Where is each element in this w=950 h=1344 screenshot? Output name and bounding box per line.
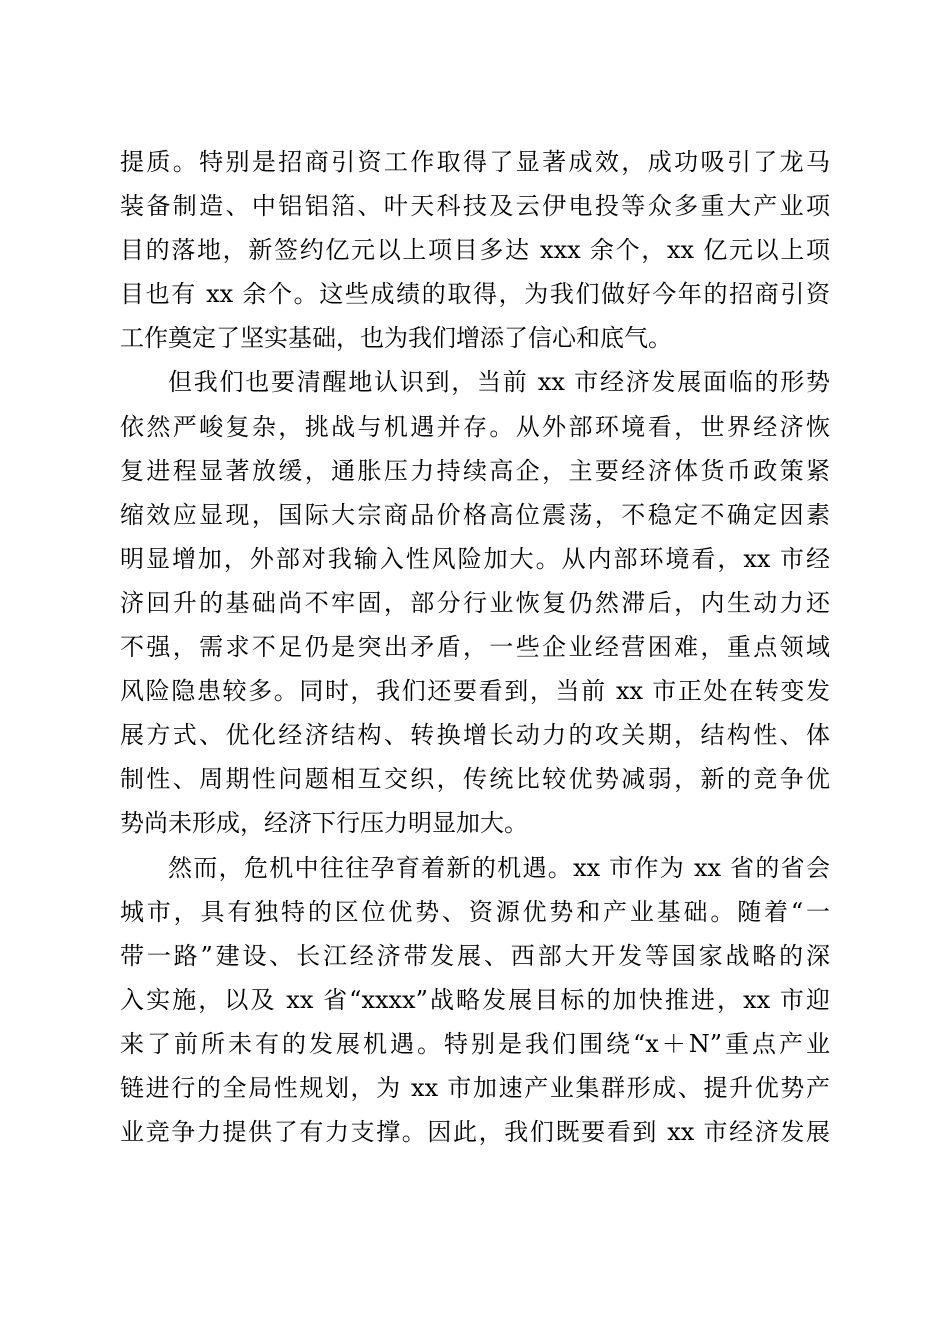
- text-line: 带一路”建设、长江经济带发展、西部大开发等国家战略的深: [120, 941, 830, 970]
- text-line: 缩效应显现，国际大宗商品价格高位震荡，不稳定不确定因素: [120, 500, 830, 529]
- paragraph-3: [120, 846, 830, 1155]
- text-line: 链进行的全局性规划，为 xx 市加速产业集群形成、提升优势产: [120, 1073, 830, 1102]
- paragraph-1: [120, 140, 830, 360]
- text-line: 装备制造、中铝铝箔、叶天科技及云伊电投等众多重大产业项: [120, 192, 830, 221]
- text-line: 业竞争力提供了有力支撑。因此，我们既要看到 xx 市经济发展: [120, 1118, 830, 1147]
- paragraph-2: [120, 360, 830, 845]
- text-line: 提质。特别是招商引资工作取得了显著成效，成功吸引了龙马: [120, 148, 830, 176]
- text-line: 明显增加，外部对我输入性风险加大。从内部环境看，xx 市经: [120, 544, 830, 573]
- text-line: 入实施，以及 xx 省“xxxx”战略发展目标的加快推进，xx 市迎: [120, 985, 830, 1014]
- text-line: 城市，具有独特的区位优势、资源优势和产业基础。随着“一: [120, 897, 830, 926]
- text-line: 依然严峻复杂，挑战与机遇并存。从外部环境看，世界经济恢: [120, 412, 830, 441]
- text-line: 工作奠定了坚实基础，也为我们增添了信心和底气。: [120, 324, 672, 353]
- text-line: 然而，危机中往往孕育着新的机遇。xx 市作为 xx 省的省会: [168, 853, 830, 882]
- text-line: 目也有 xx 余个。这些成绩的取得，为我们做好今年的招商引资: [120, 280, 830, 309]
- text-line: 复进程显著放缓，通胀压力持续高企，主要经济体货币政策紧: [120, 456, 830, 485]
- text-line: 势尚未形成，经济下行压力明显加大。: [120, 809, 528, 838]
- text-line: 展方式、优化经济结构、转换增长动力的攻关期，结构性、体: [120, 721, 830, 750]
- text-line: 来了前所未有的发展机遇。特别是我们围绕“x＋N”重点产业: [120, 1029, 830, 1058]
- text-line: 目的落地，新签约亿元以上项目多达 xxx 余个，xx 亿元以上项: [120, 236, 830, 265]
- text-line: 济回升的基础尚不牢固，部分行业恢复仍然滞后，内生动力还: [120, 588, 830, 617]
- document-page: [120, 140, 830, 1154]
- text-line: 风险隐患较多。同时，我们还要看到，当前 xx 市正处在转变发: [120, 677, 830, 706]
- text-line: 制性、周期性问题相互交织，传统比较优势减弱，新的竞争优: [120, 765, 830, 794]
- text-line: 不强，需求不足仍是突出矛盾，一些企业经营困难，重点领域: [120, 633, 830, 662]
- text-line: 但我们也要清醒地认识到，当前 xx 市经济发展面临的形势: [168, 368, 830, 397]
